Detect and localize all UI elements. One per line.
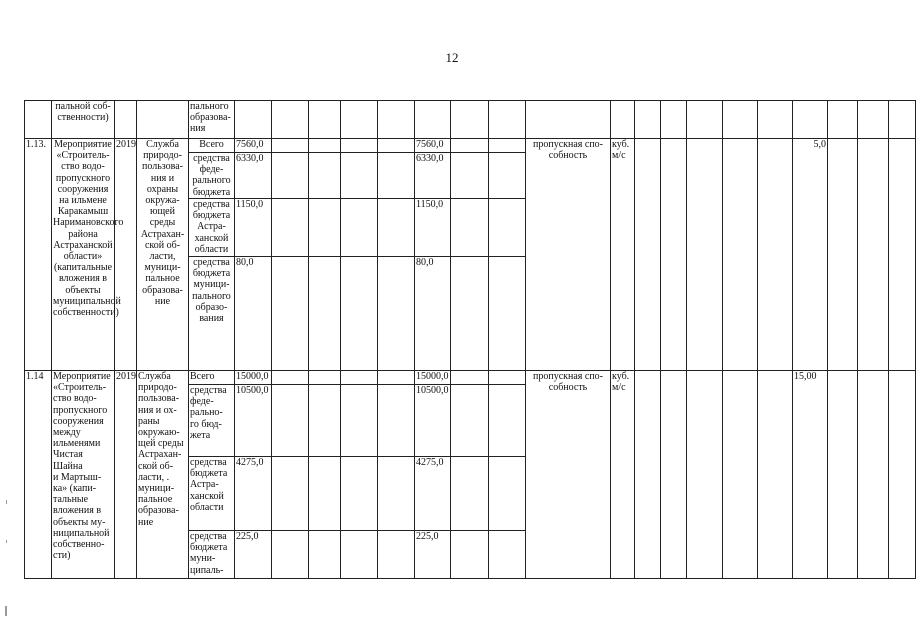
source-year-value: 15000,0 [415, 371, 451, 385]
page-number: 12 [445, 50, 459, 65]
source-year-value: 6330,0 [415, 153, 451, 199]
scan-speck [6, 500, 7, 504]
source-total: 7560,0 [235, 139, 272, 153]
scan-speck [5, 606, 7, 616]
source-total: 10500,0 [235, 385, 272, 457]
source-year-value: 80,0 [415, 257, 451, 371]
measure-name: Мероприятие «Строитель- ство водо- пропускного сооружения между ильменями Чистая Шайна и Мартыш- ка» (капи- тальные вложения в объекты му- ниципальной собственно- сти) [52, 371, 115, 579]
row-number: 1.14 [25, 371, 52, 579]
source-year-value: 225,0 [415, 531, 451, 579]
measure-name: Мероприятие «Строитель- ство водо- пропускного сооружения на ильмене Каракамыш Наримановского района Астраханской области» (капитальные вложения в объекты муниципальной собственности) [52, 139, 115, 371]
continuation-source: пального образова- ния [189, 101, 235, 139]
indicator-value: 5,0 [793, 139, 828, 371]
scan-speck [6, 540, 7, 543]
source-total: 1150,0 [235, 199, 272, 257]
source-label: средства феде- рального бюджета [189, 153, 235, 199]
indicator-unit: куб. м/с [611, 139, 635, 371]
source-year-value: 10500,0 [415, 385, 451, 457]
indicator-name: пропускная спо- собность [526, 139, 611, 371]
row-number: 1.13. [25, 139, 52, 371]
indicator-name: пропускная спо- собность [526, 371, 611, 579]
source-label: Всего [189, 371, 235, 385]
source-total: 80,0 [235, 257, 272, 371]
table-row [25, 371, 916, 385]
source-label: средства феде- рально- го бюд- жета [189, 385, 235, 457]
source-year-value: 7560,0 [415, 139, 451, 153]
source-total: 6330,0 [235, 153, 272, 199]
measure-executor: Служба природо- пользова- ния и охраны окружа- ющей среды Астрахан- ской об- ласти, муници- пальное образова- ние [137, 139, 189, 371]
source-label: средства бюджета Астра- ханской области [189, 199, 235, 257]
measure-year: 2019 [115, 371, 137, 579]
source-label: Всего [189, 139, 235, 153]
table-row [25, 139, 916, 153]
source-label: средства бюджета муни- ципаль- [189, 531, 235, 579]
source-total: 4275,0 [235, 457, 272, 531]
source-total: 15000,0 [235, 371, 272, 385]
source-total: 225,0 [235, 531, 272, 579]
measure-executor: Служба природо- пользова- ния и ох- раны окружаю- щей среды Астрахан- ской об- ласти, . муници- пальное образова- ние [137, 371, 189, 579]
source-year-value: 1150,0 [415, 199, 451, 257]
continuation-name: пальной соб- ственности) [52, 101, 115, 139]
indicator-unit: куб. м/с [611, 371, 635, 579]
program-table [24, 100, 916, 579]
measure-year: 2019 [115, 139, 137, 371]
continuation-row [25, 101, 916, 139]
indicator-value: 15,00 [793, 371, 828, 579]
source-year-value: 4275,0 [415, 457, 451, 531]
source-label: средства бюджета Астра- ханской области [189, 457, 235, 531]
source-label: средства бюджета муници- пального образо- вания [189, 257, 235, 371]
